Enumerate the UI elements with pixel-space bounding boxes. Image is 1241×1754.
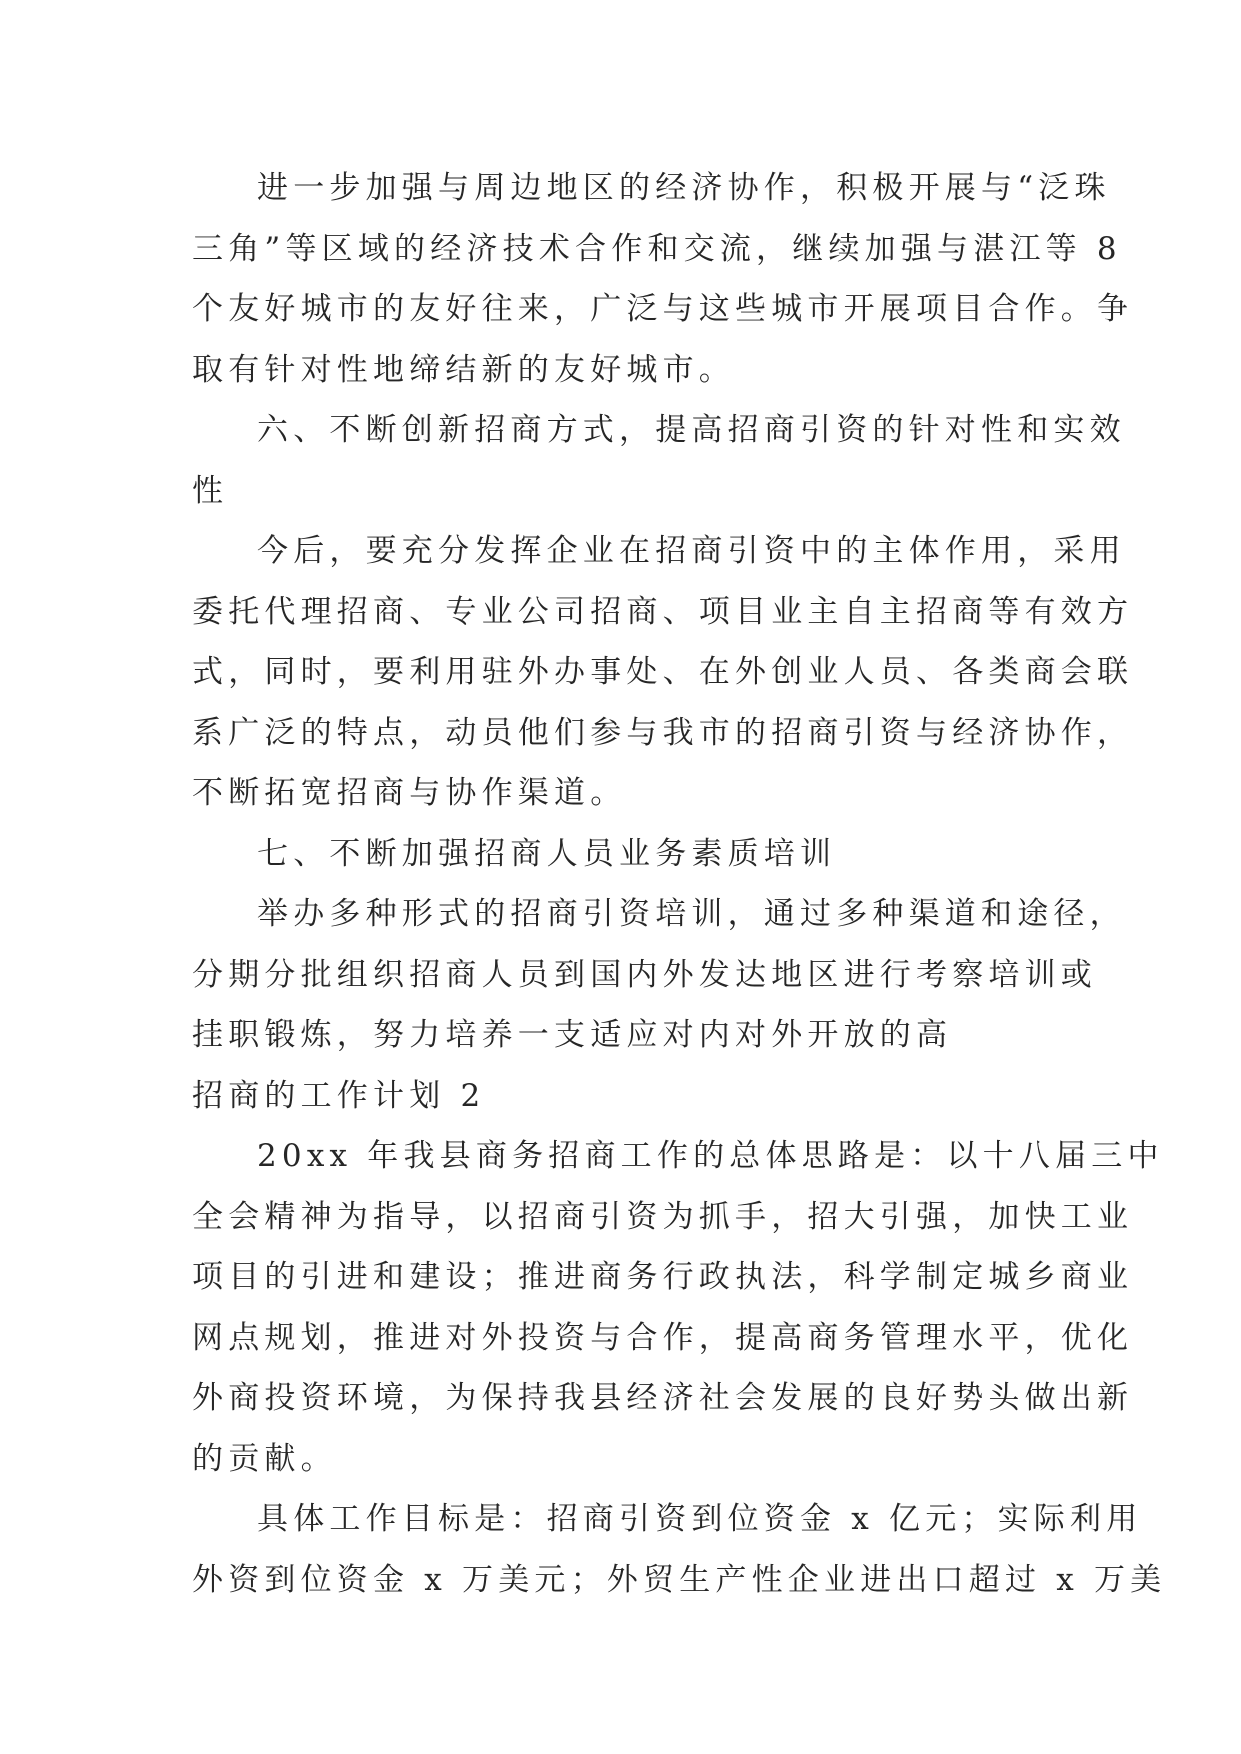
- text-line: 性: [192, 472, 229, 509]
- text-line: 具体工作目标是：招商引资到位资金 x 亿元；实际利用: [257, 1501, 1143, 1537]
- text-line: 今后，要充分发挥企业在招商引资中的主体作用，采用: [257, 533, 1126, 569]
- text-line: 不断拓宽招商与协作渠道。: [192, 775, 627, 811]
- text-line: 项目的引进和建设；推进商务行政执法，科学制定城乡商业: [192, 1259, 1134, 1295]
- text-line: 外商投资环境，为保持我县经济社会发展的良好势头做出新: [192, 1380, 1134, 1416]
- text-line: 个友好城市的友好往来，广泛与这些城市开展项目合作。争: [192, 291, 1134, 327]
- text-line: 七、不断加强招商人员业务素质培训: [257, 835, 837, 872]
- text-line: 举办多种形式的招商引资培训，通过多种渠道和途径，: [257, 896, 1126, 932]
- text-line: 分期分批组织招商人员到国内外发达地区进行考察培训或: [192, 956, 1097, 993]
- text-line: 委托代理招商、专业公司招商、项目业主自主招商等有效方: [192, 593, 1134, 630]
- text-line: 招商的工作计划 2: [192, 1077, 486, 1114]
- text-line: 式，同时，要利用驻外办事处、在外创业人员、各类商会联: [192, 654, 1134, 690]
- text-line: 全会精神为指导，以招商引资为抓手，招大引强，加快工业: [192, 1198, 1134, 1235]
- text-line: 六、不断创新招商方式，提高招商引资的针对性和实效: [257, 412, 1126, 448]
- text-line: 网点规划，推进对外投资与合作，提高商务管理水平，优化: [192, 1319, 1134, 1356]
- text-line: 外资到位资金 x 万美元；外贸生产性企业进出口超过 x 万美: [192, 1561, 1167, 1598]
- text-line: 20xx 年我县商务招商工作的总体思路是：以十八届三中: [257, 1138, 1164, 1174]
- text-line: 挂职锻炼，努力培养一支适应对内对外开放的高: [192, 1017, 953, 1053]
- text-line: 取有针对性地缔结新的友好城市。: [192, 351, 735, 388]
- text-line: 三角”等区域的经济技术合作和交流，继续加强与湛江等 8: [192, 230, 1122, 267]
- text-line: 的贡献。: [192, 1440, 337, 1477]
- document-body: [192, 158, 1167, 1610]
- text-line: 进一步加强与周边地区的经济协作，积极开展与“泛珠: [257, 170, 1111, 206]
- text-line: 系广泛的特点，动员他们参与我市的招商引资与经济协作，: [192, 714, 1134, 751]
